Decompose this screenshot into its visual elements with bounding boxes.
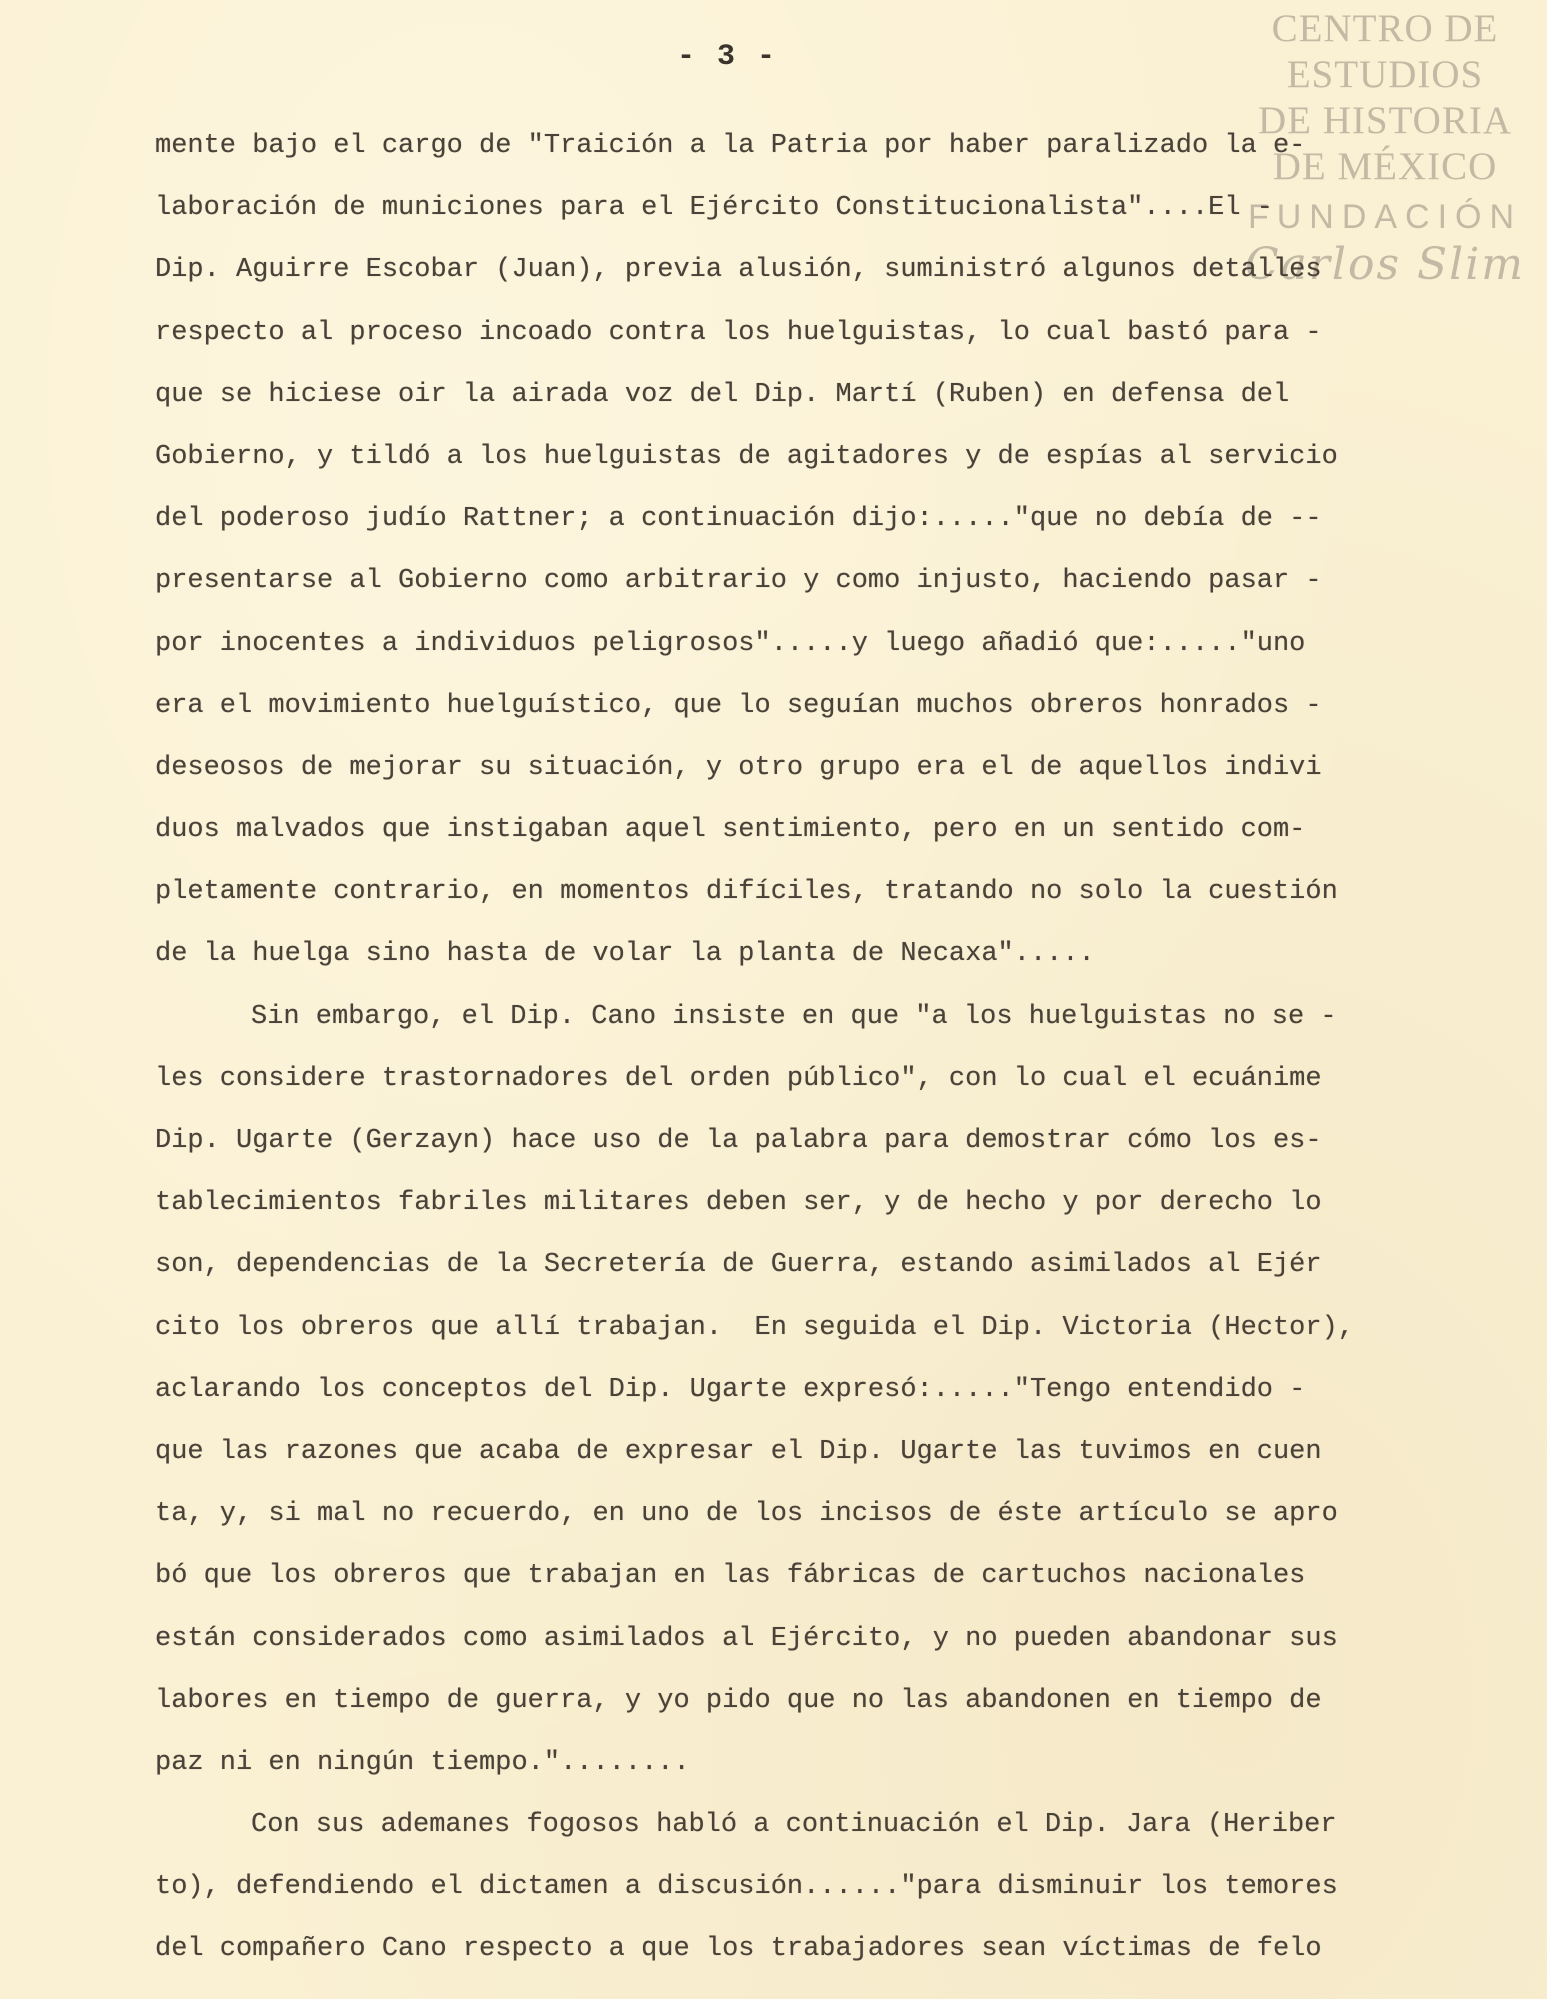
text-line: del poderoso judío Rattner; a continuación dijo:....."que no debía de -- — [155, 504, 1322, 535]
text-line: Dip. Ugarte (Gerzayn) hace uso de la palabra para demostrar cómo los es- — [155, 1126, 1322, 1156]
watermark-signature: Carlos Slim — [1244, 239, 1526, 290]
text-line: labores en tiempo de guerra, y yo pido que no las abandonen en tiempo de — [155, 1685, 1322, 1716]
text-line: to), defendiendo el dictamen a discusión......"para disminuir los temores — [155, 1872, 1338, 1903]
text-line: que se hiciese oir la airada voz del Dip. Martí (Ruben) en defensa del — [155, 379, 1290, 410]
text-line: del compañero Cano respecto a que los trabajadores sean víctimas de felo — [155, 1934, 1322, 1965]
text-line: les considere trastornadores del orden público", con lo cual el ecuánime — [155, 1063, 1322, 1094]
typewritten-body — [155, 115, 1515, 1981]
text-line: laboración de municiones para el Ejército Constitucionalista"....El - — [155, 193, 1273, 224]
text-line: tablecimientos fabriles militares deben ser, y de hecho y por derecho lo — [155, 1188, 1322, 1219]
text-line: son, dependencias de la Secretería de Guerra, estando asimilados al Ejér — [155, 1250, 1322, 1281]
paragraph-start-line: Sin embargo, el Dip. Cano insiste en que "a los huelguistas no se - — [251, 1001, 1337, 1032]
watermark-line-1: CENTRO DE — [1271, 7, 1499, 50]
text-line: duos malvados que instigaban aquel sentimiento, pero en un sentido com- — [155, 815, 1306, 846]
watermark-line-4: DE MÉXICO — [1272, 145, 1498, 188]
text-line: están considerados como asimilados al Ejército, y no pueden abandonar sus — [155, 1623, 1338, 1654]
text-line: mente bajo el cargo de "Traición a la Patria por haber paralizado la e- — [155, 131, 1306, 161]
text-line: que las razones que acaba de expresar el Dip. Ugarte las tuvimos en cuen — [155, 1436, 1322, 1467]
paragraph-start-line: Con sus ademanes fogosos habló a continuación el Dip. Jara (Heriber — [251, 1810, 1337, 1841]
text-line: de la huelga sino hasta de volar la planta de Necaxa"..... — [155, 939, 1095, 970]
text-line: Dip. Aguirre Escobar (Juan), previa alusión, suministró algunos detalles — [155, 255, 1322, 286]
text-line: ta, y, si mal no recuerdo, en uno de los incisos de éste artículo se apro — [155, 1499, 1338, 1530]
text-line: cito los obreros que allí trabajan. En seguida el Dip. Victoria (Hector), — [155, 1312, 1354, 1343]
text-line: deseosos de mejorar su situación, y otro grupo era el de aquellos indivi — [155, 752, 1322, 783]
text-line: aclarando los conceptos del Dip. Ugarte expresó:....."Tengo entendido - — [155, 1374, 1306, 1405]
text-line: era el movimiento huelguístico, que lo seguían muchos obreros honrados - — [155, 690, 1322, 721]
text-line: por inocentes a individuos peligrosos".....y luego añadió que:....."uno — [155, 628, 1306, 659]
text-line: pletamente contrario, en momentos difíciles, tratando no solo la cuestión — [155, 877, 1338, 908]
text-line: bó que los obreros que trabajan en las fábricas de cartuchos nacionales — [155, 1561, 1306, 1592]
watermark-line-5: FUNDACIÓN — [1247, 198, 1523, 236]
text-line: respecto al proceso incoado contra los huelguistas, lo cual bastó para - — [155, 317, 1322, 348]
watermark-line-3: DE HISTORIA — [1257, 99, 1513, 142]
page-number: - 3 - — [676, 40, 777, 74]
text-line: paz ni en ningún tiempo."........ — [155, 1747, 690, 1778]
text-line: Gobierno, y tildó a los huelguistas de agitadores y de espías al servicio — [155, 441, 1338, 472]
text-line: presentarse al Gobierno como arbitrario y como injusto, haciendo pasar - — [155, 566, 1322, 597]
watermark-line-2: ESTUDIOS — [1286, 53, 1484, 96]
